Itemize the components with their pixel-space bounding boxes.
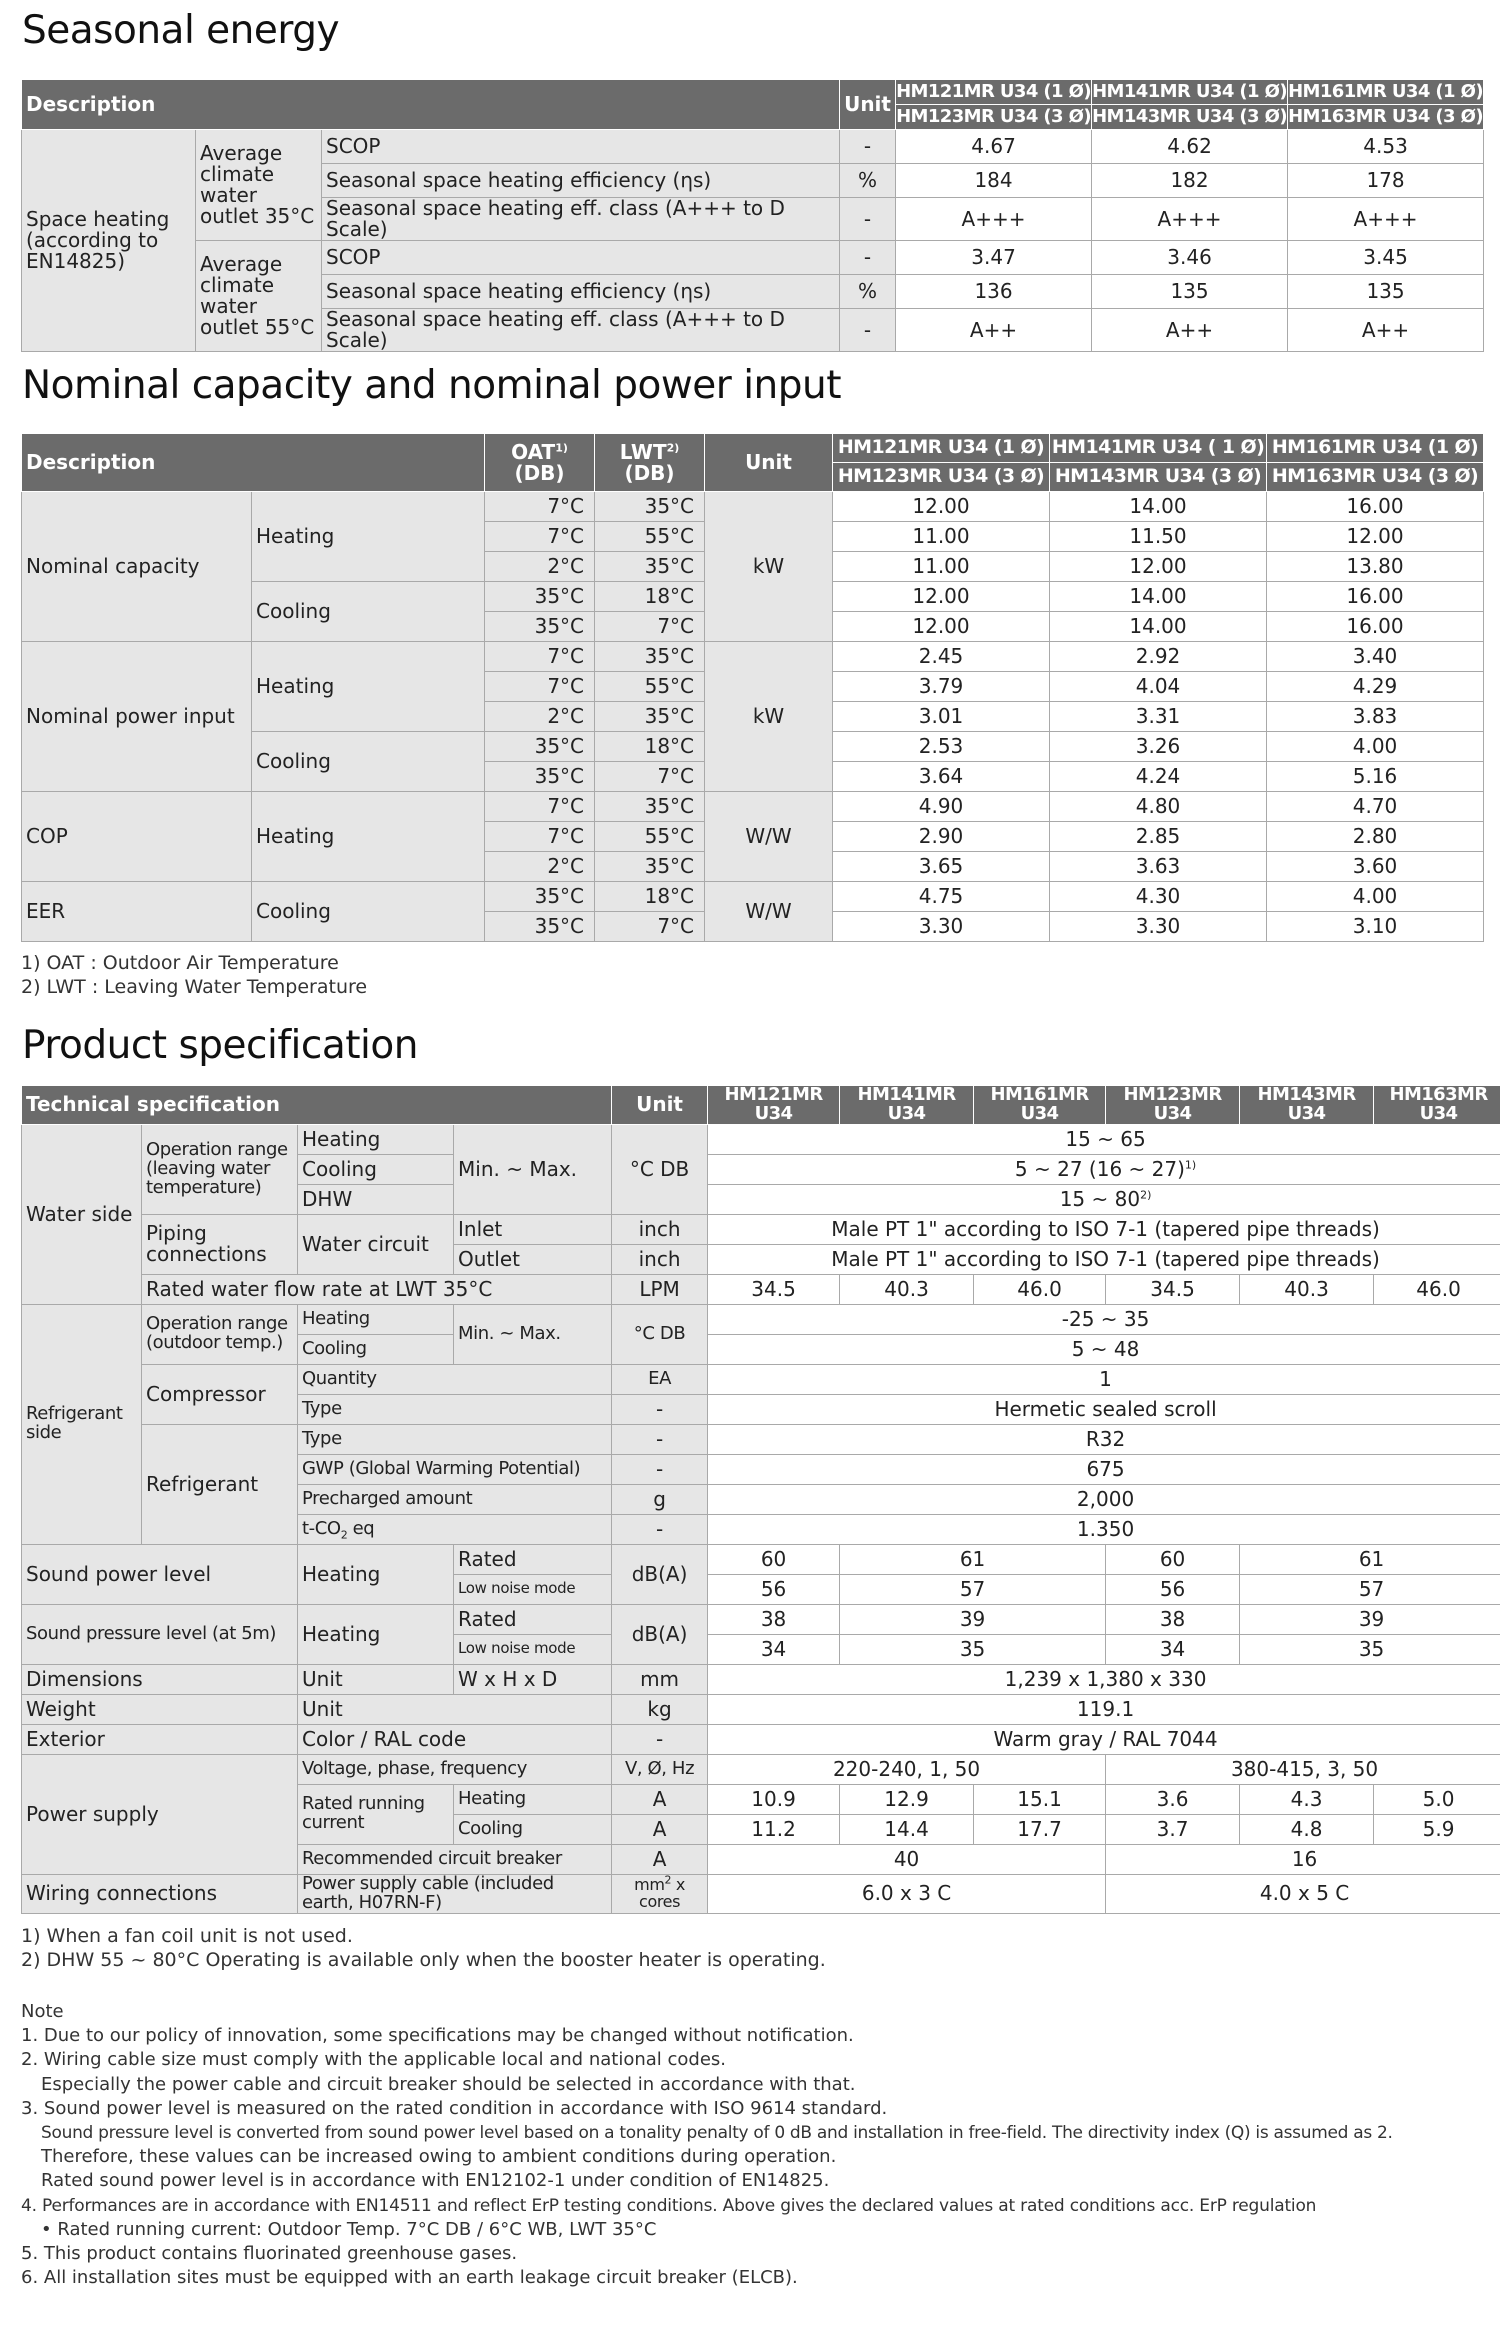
product-footnotes xyxy=(21,1924,826,1972)
nominal-cell: 14.00 xyxy=(1050,612,1267,642)
nominal-cell: 13.80 xyxy=(1267,552,1484,582)
tco2-label: $t-CO_2$ eq xyxy=(298,1514,612,1544)
nominal-header-description: Description xyxy=(22,434,485,492)
nominal-header-oat: OAT$^{1)}$ (DB) xyxy=(485,434,595,492)
nominal-cell: 4.00 xyxy=(1267,732,1484,762)
refrigerant-side-label: Refrigerant side xyxy=(22,1304,142,1544)
nominal-cell: 4.90 xyxy=(833,792,1050,822)
current-cool-cell: 5.9 xyxy=(1374,1814,1500,1844)
nominal-cell: 3.01 xyxy=(833,702,1050,732)
seasonal-cell: 4.67 xyxy=(896,130,1092,164)
mode-cooling: Cooling xyxy=(298,1334,454,1364)
nominal-unit: kW xyxy=(705,492,833,642)
product-model: HM123MR U34 xyxy=(1106,1086,1240,1125)
note-line: 6. All installation sites must be equipped with an earth leakage circuit breaker (ELCB). xyxy=(21,2267,798,2289)
nominal-cell: 3.40 xyxy=(1267,642,1484,672)
unit-dash: - xyxy=(612,1454,708,1484)
seasonal-cell: A++ xyxy=(1092,309,1288,352)
seasonal-row-unit: % xyxy=(840,164,896,198)
nominal-lwt: 35°C xyxy=(595,852,705,882)
seasonal-cell: 135 xyxy=(1092,275,1288,309)
op-range-water: Operation range (leaving water temperature) xyxy=(142,1124,298,1214)
nominal-cell: 3.65 xyxy=(833,852,1050,882)
nominal-oat: 7°C xyxy=(485,492,595,522)
nominal-cell: 3.26 xyxy=(1050,732,1267,762)
product-model: HM143MR U34 xyxy=(1240,1086,1374,1125)
flow-label: Rated water flow rate at LWT 35°C xyxy=(142,1274,612,1304)
nominal-cell: 3.83 xyxy=(1267,702,1484,732)
seasonal-group-label: Space heating (according to EN14825) xyxy=(22,130,196,352)
inlet-value: Male PT 1" according to ISO 7-1 (tapered pipe threads) xyxy=(708,1214,1500,1244)
nominal-cell: 11.00 xyxy=(833,552,1050,582)
unit-lpm: LPM xyxy=(612,1274,708,1304)
seasonal-cell: 135 xyxy=(1288,275,1484,309)
nominal-oat: 7°C xyxy=(485,822,595,852)
nominal-lwt: 35°C xyxy=(595,552,705,582)
nominal-oat: 35°C xyxy=(485,912,595,942)
seasonal-row-unit: - xyxy=(840,130,896,164)
flow-cell: 34.5 xyxy=(708,1274,840,1304)
nominal-oat: 7°C xyxy=(485,522,595,552)
unit-inch: inch xyxy=(612,1214,708,1244)
current-heat-cell: 15.1 xyxy=(974,1784,1106,1814)
nominal-cell: 4.80 xyxy=(1050,792,1267,822)
seasonal-cell: A++ xyxy=(1288,309,1484,352)
nominal-mode: Cooling xyxy=(252,582,485,642)
nominal-cell: 11.00 xyxy=(833,522,1050,552)
swl-low-cell: 56 xyxy=(1106,1574,1240,1604)
power-supply-label: Power supply xyxy=(22,1754,298,1874)
note-line: Therefore, these values can be increased owing to ambient conditions during operation. xyxy=(41,2146,837,2168)
nominal-cell: 14.00 xyxy=(1050,582,1267,612)
flow-cell: 34.5 xyxy=(1106,1274,1240,1304)
water-circuit-label: Water circuit xyxy=(298,1214,454,1274)
nominal-lwt: 35°C xyxy=(595,492,705,522)
spl-rated-cell: 38 xyxy=(1106,1604,1240,1634)
current-heat-cell: 4.3 xyxy=(1240,1784,1374,1814)
outlet-value: Male PT 1" according to ISO 7-1 (tapered pipe threads) xyxy=(708,1244,1500,1274)
product-model: HM121MR U34 xyxy=(708,1086,840,1125)
nominal-model-3ph: HM123MR U34 (3 Ø) xyxy=(833,463,1050,492)
note-line: 1. Due to our policy of innovation, some specifications may be changed without notification. xyxy=(21,2025,854,2047)
footnote: 2) LWT : Leaving Water Temperature xyxy=(21,976,368,998)
mode-heating: Heating xyxy=(298,1604,454,1664)
seasonal-cell: 182 xyxy=(1092,164,1288,198)
tco2-value: 1.350 xyxy=(708,1514,1500,1544)
seasonal-row-unit: - xyxy=(840,241,896,275)
color-ral-label: Color / RAL code xyxy=(298,1724,612,1754)
nominal-cell: 2.53 xyxy=(833,732,1050,762)
nominal-footnotes xyxy=(21,951,367,999)
current-heat-cell: 10.9 xyxy=(708,1784,840,1814)
whd-label: W x H x D xyxy=(454,1664,612,1694)
nominal-cell: 12.00 xyxy=(1050,552,1267,582)
mode-heating: Heating xyxy=(298,1124,454,1154)
vpf-3ph: 380-415, 3, 50 xyxy=(1106,1754,1500,1784)
low-noise-label: Low noise mode xyxy=(454,1574,612,1604)
mode-heating: Heating xyxy=(298,1304,454,1334)
ref-heating-range: -25 ~ 35 xyxy=(708,1304,1500,1334)
nominal-lwt: 18°C xyxy=(595,882,705,912)
nominal-lwt: 35°C xyxy=(595,792,705,822)
seasonal-row-unit: - xyxy=(840,309,896,352)
sound-pressure-label: Sound pressure level (at 5m) xyxy=(22,1604,298,1664)
nominal-lwt: 18°C xyxy=(595,732,705,762)
nominal-mode: Heating xyxy=(252,792,485,882)
swl-rated-cell: 60 xyxy=(708,1544,840,1574)
exterior-value: Warm gray / RAL 7044 xyxy=(708,1724,1500,1754)
inlet-label: Inlet xyxy=(454,1214,612,1244)
product-title: Product specification xyxy=(22,1023,418,1068)
nominal-cell: 16.00 xyxy=(1267,492,1484,522)
op-range-outdoor: Operation range (outdoor temp.) xyxy=(142,1304,298,1364)
seasonal-cell: 3.45 xyxy=(1288,241,1484,275)
unit-dash: - xyxy=(612,1514,708,1544)
seasonal-cell: 178 xyxy=(1288,164,1484,198)
nominal-unit: W/W xyxy=(705,792,833,882)
nominal-cell: 4.04 xyxy=(1050,672,1267,702)
seasonal-row-item: Seasonal space heating eff. class (A+++ to D Scale) xyxy=(322,198,840,241)
nominal-unit: W/W xyxy=(705,882,833,942)
current-cool-cell: 3.7 xyxy=(1106,1814,1240,1844)
seasonal-cell: 4.53 xyxy=(1288,130,1484,164)
current-heat-cell: 12.9 xyxy=(840,1784,974,1814)
flow-cell: 46.0 xyxy=(1374,1274,1500,1304)
type-label: Type xyxy=(298,1394,612,1424)
nominal-lwt: 7°C xyxy=(595,912,705,942)
nominal-unit: kW xyxy=(705,642,833,792)
nominal-cell: 3.10 xyxy=(1267,912,1484,942)
note-line: 2. Wiring cable size must comply with the applicable local and national codes. xyxy=(21,2049,727,2071)
swl-rated-cell: 61 xyxy=(1240,1544,1500,1574)
nominal-title: Nominal capacity and nominal power input xyxy=(22,363,842,408)
unit-dash: - xyxy=(612,1394,708,1424)
nominal-header-lwt: LWT$^{2)}$ (DB) xyxy=(595,434,705,492)
product-header-unit: Unit xyxy=(612,1086,708,1125)
nominal-oat: 35°C xyxy=(485,612,595,642)
spl-low-cell: 34 xyxy=(708,1634,840,1664)
mode-heating: Heating xyxy=(454,1784,612,1814)
nominal-cell: 5.16 xyxy=(1267,762,1484,792)
nominal-cell: 4.29 xyxy=(1267,672,1484,702)
spl-low-cell: 35 xyxy=(1240,1634,1500,1664)
flow-cell: 40.3 xyxy=(840,1274,974,1304)
unit-kg: kg xyxy=(612,1694,708,1724)
flow-cell: 40.3 xyxy=(1240,1274,1374,1304)
nominal-lwt: 35°C xyxy=(595,642,705,672)
nominal-oat: 2°C xyxy=(485,552,595,582)
nominal-cell: 3.31 xyxy=(1050,702,1267,732)
nominal-cell: 4.00 xyxy=(1267,882,1484,912)
refrigerant-type: R32 xyxy=(708,1424,1500,1454)
nominal-cell: 12.00 xyxy=(833,582,1050,612)
nominal-cell: 4.75 xyxy=(833,882,1050,912)
mode-heating: Heating xyxy=(298,1544,454,1604)
nominal-model-1ph: HM161MR U34 (1 Ø) xyxy=(1267,434,1484,463)
nominal-oat: 35°C xyxy=(485,732,595,762)
nominal-cell: 11.50 xyxy=(1050,522,1267,552)
note-block xyxy=(21,2000,1393,2290)
nominal-mode: Heating xyxy=(252,492,485,582)
nominal-header-unit: Unit xyxy=(705,434,833,492)
seasonal-row-item: SCOP xyxy=(322,130,840,164)
exterior-label: Exterior xyxy=(22,1724,298,1754)
nominal-lwt: 7°C xyxy=(595,762,705,792)
product-header-tech: Technical specification xyxy=(22,1086,612,1125)
seasonal-model-1ph: HM141MR U34 (1 Ø) xyxy=(1092,80,1288,105)
nominal-cell: 14.00 xyxy=(1050,492,1267,522)
nominal-model-1ph: HM121MR U34 (1 Ø) xyxy=(833,434,1050,463)
spl-low-cell: 34 xyxy=(1106,1634,1240,1664)
nominal-lwt: 7°C xyxy=(595,612,705,642)
nominal-cell: 3.60 xyxy=(1267,852,1484,882)
low-noise-label: Low noise mode xyxy=(454,1634,612,1664)
wiring-1ph: 6.0 x 3 C xyxy=(708,1874,1106,1913)
nominal-group: Nominal capacity xyxy=(22,492,252,642)
type-label: Type xyxy=(298,1424,612,1454)
nominal-model-3ph: HM163MR U34 (3 Ø) xyxy=(1267,463,1484,492)
water-heating-range: 15 ~ 65 xyxy=(708,1124,1500,1154)
note-line: Especially the power cable and circuit breaker should be selected in accordance with that. xyxy=(41,2073,856,2095)
unit-dash: - xyxy=(612,1724,708,1754)
quantity-label: Quantity xyxy=(298,1364,612,1394)
nominal-oat: 35°C xyxy=(485,582,595,612)
unit-degc: °C DB xyxy=(612,1124,708,1214)
compressor-type: Hermetic sealed scroll xyxy=(708,1394,1500,1424)
nominal-oat: 2°C xyxy=(485,852,595,882)
seasonal-cell: 3.46 xyxy=(1092,241,1288,275)
swl-rated-cell: 60 xyxy=(1106,1544,1240,1574)
seasonal-title: Seasonal energy xyxy=(22,8,340,53)
nominal-lwt: 55°C xyxy=(595,822,705,852)
seasonal-sub-35: Average climate water outlet 35°C xyxy=(196,130,322,241)
unit-dba: dB(A) xyxy=(612,1544,708,1604)
nominal-table xyxy=(21,433,1484,942)
nominal-lwt: 18°C xyxy=(595,582,705,612)
spl-rated-cell: 38 xyxy=(708,1604,840,1634)
outlet-label: Outlet xyxy=(454,1244,612,1274)
nominal-cell: 3.30 xyxy=(833,912,1050,942)
unit-ea: EA xyxy=(612,1364,708,1394)
footnote: 1) When a fan coil unit is not used. xyxy=(21,1925,353,1947)
gwp-label: GWP (Global Warming Potential) xyxy=(298,1454,612,1484)
breaker-1ph: 40 xyxy=(708,1844,1106,1874)
nominal-cell: 3.30 xyxy=(1050,912,1267,942)
unit-a: A xyxy=(612,1844,708,1874)
nominal-oat: 2°C xyxy=(485,702,595,732)
current-heat-cell: 3.6 xyxy=(1106,1784,1240,1814)
footnote: 2) DHW 55 ~ 80°C Operating is available only when the booster heater is operating. xyxy=(21,1949,826,1971)
vpf-label: Voltage, phase, frequency xyxy=(298,1754,612,1784)
nominal-oat: 35°C xyxy=(485,882,595,912)
seasonal-row-item: Seasonal space heating efficiency (ηs) xyxy=(322,275,840,309)
seasonal-row-item: Seasonal space heating efficiency (ηs) xyxy=(322,164,840,198)
nominal-group: EER xyxy=(22,882,252,942)
nominal-cell: 16.00 xyxy=(1267,612,1484,642)
nominal-cell: 2.90 xyxy=(833,822,1050,852)
dimensions-value: 1,239 x 1,380 x 330 xyxy=(708,1664,1500,1694)
swl-low-cell: 57 xyxy=(840,1574,1106,1604)
nominal-cell: 2.92 xyxy=(1050,642,1267,672)
weight-label: Weight xyxy=(22,1694,298,1724)
nominal-cell: 12.00 xyxy=(833,492,1050,522)
note-line: 5. This product contains fluorinated greenhouse gases. xyxy=(21,2243,518,2265)
unit-a: A xyxy=(612,1784,708,1814)
unit-mm: mm xyxy=(612,1664,708,1694)
nominal-lwt: 55°C xyxy=(595,672,705,702)
nominal-cell: 12.00 xyxy=(1267,522,1484,552)
minmax-label: Min. ~ Max. xyxy=(454,1124,612,1214)
weight-value: 119.1 xyxy=(708,1694,1500,1724)
nominal-mode: Heating xyxy=(252,642,485,732)
seasonal-cell: A+++ xyxy=(1288,198,1484,241)
seasonal-cell: A+++ xyxy=(1092,198,1288,241)
refrigerant-label: Refrigerant xyxy=(142,1424,298,1544)
nominal-cell: 4.70 xyxy=(1267,792,1484,822)
seasonal-header-unit: Unit xyxy=(840,80,896,130)
note-line: Sound pressure level is converted from sound power level based on a tonality penalty of 0 dB and installation in free-field. The directivity index (Q) is assumed as 2. xyxy=(41,2123,1393,2144)
nominal-group: Nominal power input xyxy=(22,642,252,792)
nominal-oat: 7°C xyxy=(485,642,595,672)
seasonal-cell: A++ xyxy=(896,309,1092,352)
unit-vphz: V, Ø, Hz xyxy=(612,1754,708,1784)
nominal-cell: 2.80 xyxy=(1267,822,1484,852)
breaker-label: Recommended circuit breaker xyxy=(298,1844,612,1874)
current-cool-cell: 14.4 xyxy=(840,1814,974,1844)
mode-cooling: Cooling xyxy=(454,1814,612,1844)
water-dhw-range: 15 ~ 80$^{2)}$ xyxy=(708,1184,1500,1214)
seasonal-model-1ph: HM121MR U34 (1 Ø) xyxy=(896,80,1092,105)
rated-label: Rated xyxy=(454,1544,612,1574)
seasonal-cell: 184 xyxy=(896,164,1092,198)
spl-low-cell: 35 xyxy=(840,1634,1106,1664)
swl-low-cell: 57 xyxy=(1240,1574,1500,1604)
nominal-cell: 4.30 xyxy=(1050,882,1267,912)
nominal-cell: 2.45 xyxy=(833,642,1050,672)
note-line: Rated sound power level is in accordance with EN12102-1 under condition of EN14825. xyxy=(41,2170,830,2192)
current-heat-cell: 5.0 xyxy=(1374,1784,1500,1814)
gwp-value: 675 xyxy=(708,1454,1500,1484)
unit-g: g xyxy=(612,1484,708,1514)
seasonal-sub-55: Average climate water outlet 55°C xyxy=(196,241,322,352)
nominal-group: COP xyxy=(22,792,252,882)
spl-rated-cell: 39 xyxy=(840,1604,1106,1634)
spl-rated-cell: 39 xyxy=(1240,1604,1500,1634)
wiring-3ph: 4.0 x 5 C xyxy=(1106,1874,1500,1913)
nominal-cell: 3.64 xyxy=(833,762,1050,792)
nominal-cell: 12.00 xyxy=(833,612,1050,642)
seasonal-header-description: Description xyxy=(22,80,840,130)
current-cool-cell: 4.8 xyxy=(1240,1814,1374,1844)
breaker-3ph: 16 xyxy=(1106,1844,1500,1874)
seasonal-cell: A+++ xyxy=(896,198,1092,241)
seasonal-model-1ph: HM161MR U34 (1 Ø) xyxy=(1288,80,1484,105)
unit-dash: - xyxy=(612,1424,708,1454)
sound-power-label: Sound power level xyxy=(22,1544,298,1604)
precharged-label: Precharged amount xyxy=(298,1484,612,1514)
nominal-cell: 2.85 xyxy=(1050,822,1267,852)
precharged-value: 2,000 xyxy=(708,1484,1500,1514)
minmax-label: Min. ~ Max. xyxy=(454,1304,612,1364)
ref-cooling-range: 5 ~ 48 xyxy=(708,1334,1500,1364)
nominal-lwt: 35°C xyxy=(595,702,705,732)
swl-rated-cell: 61 xyxy=(840,1544,1106,1574)
water-side-label: Water side xyxy=(22,1124,142,1304)
seasonal-row-item: Seasonal space heating eff. class (A+++ to D Scale) xyxy=(322,309,840,352)
note-heading: Note xyxy=(21,2001,64,2022)
seasonal-row-item: SCOP xyxy=(322,241,840,275)
note-line: 3. Sound power level is measured on the rated condition in accordance with ISO 9614 standard. xyxy=(21,2097,888,2119)
nominal-mode: Cooling xyxy=(252,732,485,792)
nominal-cell: 16.00 xyxy=(1267,582,1484,612)
current-cool-cell: 17.7 xyxy=(974,1814,1106,1844)
nominal-oat: 35°C xyxy=(485,762,595,792)
seasonal-cell: 4.62 xyxy=(1092,130,1288,164)
product-model: HM161MR U34 xyxy=(974,1086,1106,1125)
nominal-lwt: 55°C xyxy=(595,522,705,552)
flow-cell: 46.0 xyxy=(974,1274,1106,1304)
seasonal-model-3ph: HM123MR U34 (3 Ø) xyxy=(896,105,1092,130)
seasonal-table xyxy=(21,79,1484,352)
unit-degc: °C DB xyxy=(612,1304,708,1364)
vpf-1ph: 220-240, 1, 50 xyxy=(708,1754,1106,1784)
unit-inch: inch xyxy=(612,1244,708,1274)
rated-current-label: Rated running current xyxy=(298,1784,454,1844)
nominal-cell: 3.63 xyxy=(1050,852,1267,882)
dimensions-label: Dimensions xyxy=(22,1664,298,1694)
rated-label: Rated xyxy=(454,1604,612,1634)
mode-dhw: DHW xyxy=(298,1184,454,1214)
note-line: 4. Performances are in accordance with EN14511 and reflect ErP testing conditions. Above gives the declared values at rated conditions acc. ErP regulation xyxy=(21,2195,1317,2216)
seasonal-row-unit: - xyxy=(840,198,896,241)
unit-dba: dB(A) xyxy=(612,1604,708,1664)
unit-a: A xyxy=(612,1814,708,1844)
nominal-model-3ph: HM143MR U34 (3 Ø) xyxy=(1050,463,1267,492)
piping-label: Piping connections xyxy=(142,1214,298,1274)
swl-low-cell: 56 xyxy=(708,1574,840,1604)
product-model: HM163MR U34 xyxy=(1374,1086,1500,1125)
footnote: 1) OAT : Outdoor Air Temperature xyxy=(21,952,339,974)
nominal-model-1ph: HM141MR U34 ( 1 Ø) xyxy=(1050,434,1267,463)
nominal-cell: 3.79 xyxy=(833,672,1050,702)
seasonal-row-unit: % xyxy=(840,275,896,309)
compressor-label: Compressor xyxy=(142,1364,298,1424)
unit-word: Unit xyxy=(298,1664,454,1694)
unit-mm2: $mm^2$ x cores xyxy=(612,1874,708,1913)
seasonal-model-3ph: HM163MR U34 (3 Ø) xyxy=(1288,105,1484,130)
product-table xyxy=(21,1085,1500,1914)
seasonal-cell: 3.47 xyxy=(896,241,1092,275)
product-model: HM141MR U34 xyxy=(840,1086,974,1125)
seasonal-cell: 136 xyxy=(896,275,1092,309)
nominal-oat: 7°C xyxy=(485,672,595,702)
current-cool-cell: 11.2 xyxy=(708,1814,840,1844)
seasonal-model-3ph: HM143MR U34 (3 Ø) xyxy=(1092,105,1288,130)
mode-cooling: Cooling xyxy=(298,1154,454,1184)
note-line: • Rated running current: Outdoor Temp. 7°C DB / 6°C WB, LWT 35°C xyxy=(41,2218,657,2240)
water-cooling-range: 5 ~ 27 (16 ~ 27)$^{1)}$ xyxy=(708,1154,1500,1184)
wiring-label: Wiring connections xyxy=(22,1874,298,1913)
nominal-mode: Cooling xyxy=(252,882,485,942)
power-cable-label: Power supply cable (included earth, H07RN-F) xyxy=(298,1874,612,1913)
nominal-cell: 4.24 xyxy=(1050,762,1267,792)
unit-word: Unit xyxy=(298,1694,612,1724)
nominal-oat: 7°C xyxy=(485,792,595,822)
compressor-qty: 1 xyxy=(708,1364,1500,1394)
